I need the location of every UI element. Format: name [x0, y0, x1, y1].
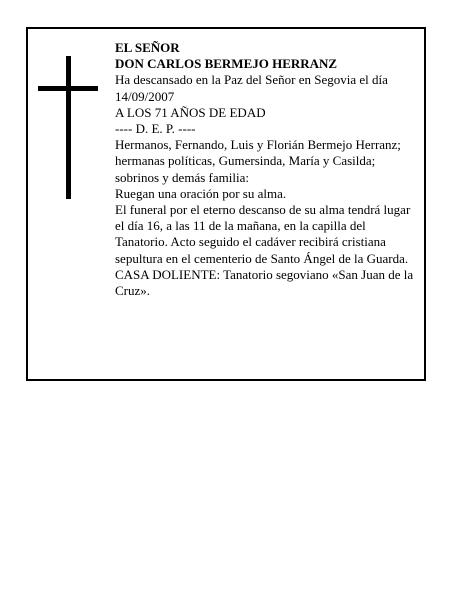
- deceased-name: DON CARLOS BERMEJO HERRANZ: [115, 56, 338, 72]
- death-statement: Ha descansado en la Paz del Señor en Segovia el día 14/09/2007: [115, 72, 388, 104]
- cross-vertical-bar: [66, 56, 71, 199]
- mourning-house: CASA DOLIENTE: Tanatorio segoviano «San Juan de la Cruz».: [115, 266, 414, 299]
- prayer-line: Ruegan una oración por su alma.: [115, 185, 287, 201]
- rip-line: ---- D. E. P. ----: [115, 121, 196, 137]
- cross-icon: [38, 56, 98, 199]
- obituary-notice: [26, 27, 426, 381]
- cross-horizontal-bar: [38, 86, 98, 91]
- deceased-honorific: EL SEÑOR: [115, 40, 180, 55]
- funeral-details: El funeral por el eterno descanso de su alma tendrá lugar el día 16, a las 11 de la mañana, en la capilla del Tanatorio. Acto seguido el cadáver recibirá cristiana sepultura en el cementerio de Santo Ángel de la Guarda.: [115, 202, 411, 266]
- age-line: A LOS 71 AÑOS DE EDAD: [115, 104, 266, 120]
- notice-text-block: [115, 40, 421, 299]
- family-line: Hermanos, Fernando, Luis y Florián Bermejo Herranz; hermanas políticas, Gumersinda, María y Casilda; sobrinos y demás familia:: [115, 137, 401, 185]
